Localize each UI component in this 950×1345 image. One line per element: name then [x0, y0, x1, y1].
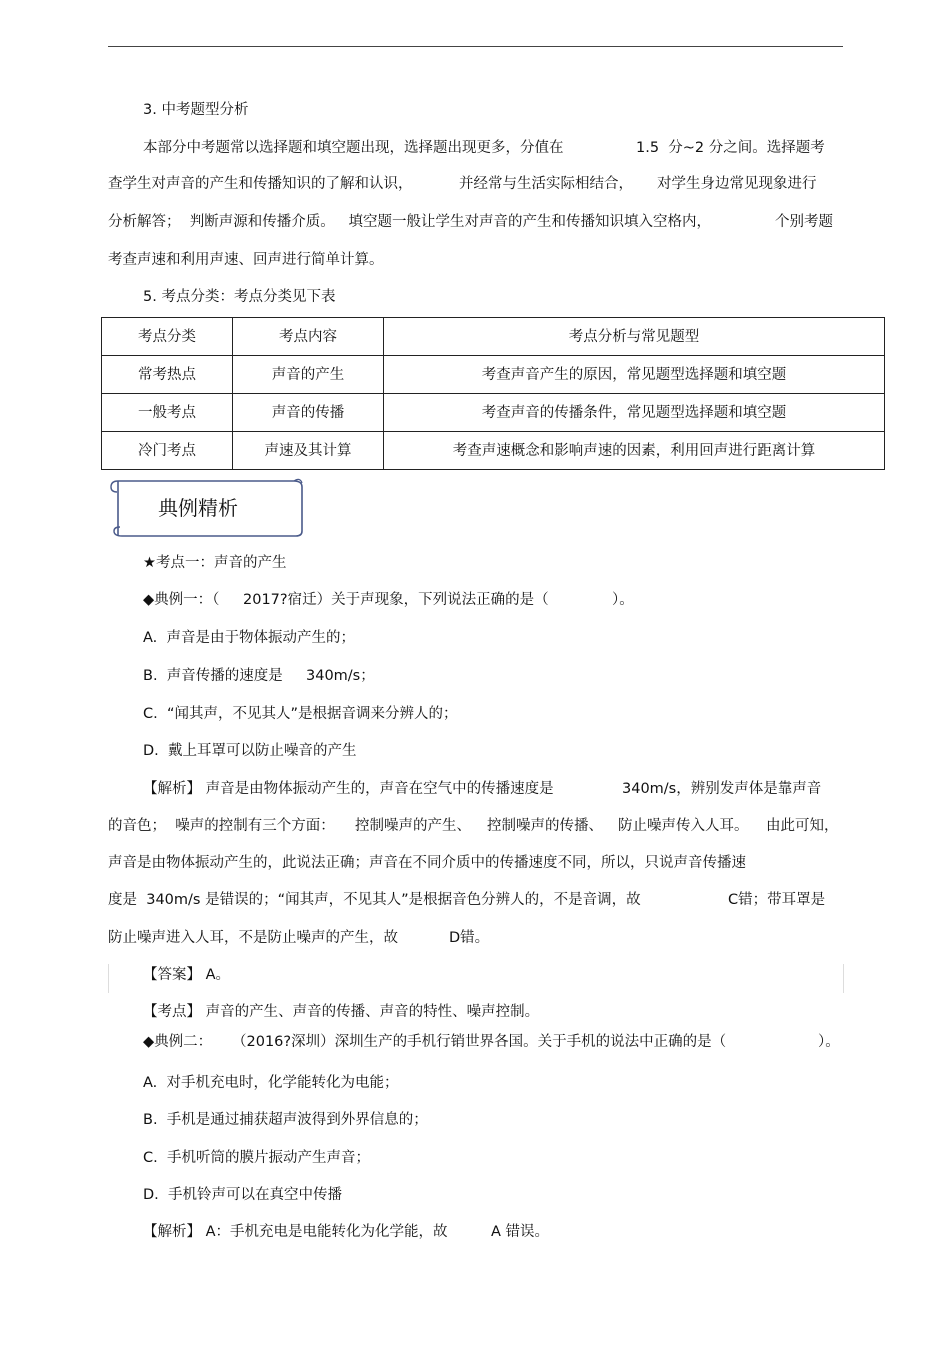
table-row	[102, 394, 885, 432]
example-2-option-d: D. 手机铃声可以在真空中传播	[143, 1187, 342, 1203]
table-header-row	[102, 318, 885, 356]
section-3-heading: 3. 中考题型分析	[143, 102, 249, 118]
section-3-para-line-1-value: 1.5 分~2 分之间。选择题考	[636, 140, 825, 156]
example-1-keypoint: 【考点】 声音的产生、声音的传播、声音的特性、噪声控制。	[143, 1004, 540, 1020]
table-row	[102, 356, 885, 394]
example-1-stem-end: ）。	[612, 592, 634, 608]
example-1-option-a: A. 声音是由于物体振动产生的；	[143, 630, 355, 646]
point-1-label: ★考点一：声音的产生	[143, 555, 287, 571]
example-2-stem: ◆典例二：	[143, 1034, 213, 1050]
table-cell: 声音的产生	[233, 356, 384, 394]
example-1-option-b-value: 340m/s；	[306, 668, 375, 684]
example-1-option-b: B. 声音传播的速度是	[143, 668, 283, 684]
section-3-para-line-3: 分析解答； 判断声源和传播介质。 填空题一般让学生对声音的产生和传播知识填入空格内，	[108, 214, 712, 230]
example-1-analysis-line-1b: 340m/s，辨别发声体是靠声音	[622, 781, 822, 797]
example-1-analysis-line-2c: 控制噪声的传播、	[487, 818, 603, 834]
example-2-option-a: A. 对手机充电时，化学能转化为电能；	[143, 1075, 399, 1091]
example-2-analysis-line-1: 【解析】 A：手机充电是电能转化为化学能，故	[143, 1224, 448, 1240]
table-cell: 考查声音产生的原因，常见题型选择题和填空题	[384, 356, 885, 394]
example-1-analysis-line-4: 度是 340m/s 是错误的；“闻其声，不见其人”是根据音色分辨人的，不是音调，故	[108, 892, 641, 908]
table-cell: 考查声速概念和影响声速的因素，利用回声进行距离计算	[384, 432, 885, 470]
example-1-analysis-line-1: 【解析】 声音是由物体振动产生的，声音在空气中的传播速度是	[143, 781, 554, 797]
example-2-option-c: C. 手机听筒的膜片振动产生声音；	[143, 1150, 370, 1166]
example-1-analysis-line-5: 防止噪声进入人耳，不是防止噪声的产生，故	[108, 930, 398, 946]
example-1-stem: ◆典例一：（	[143, 592, 220, 608]
table-header-cell: 考点内容	[233, 318, 384, 356]
section-3-para-line-3b: 个别考题	[775, 214, 833, 230]
example-2-option-b: B. 手机是通过捕获超声波得到外界信息的；	[143, 1112, 428, 1128]
table-cell: 考查声音的传播条件，常见题型选择题和填空题	[384, 394, 885, 432]
section-3-para-line-2b: 并经常与生活实际相结合，	[459, 176, 633, 192]
example-1-analysis-line-2e: 由此可知，	[766, 818, 839, 834]
example-2-stem-body: （2016?深圳）深圳生产的手机行销世界各国。关于手机的说法中正确的是（	[232, 1034, 727, 1050]
example-1-analysis-line-3: 声音是由物体振动产生的，此说法正确；声音在不同介质中的传播速度不同，所以，只说声音传播速	[108, 855, 746, 871]
example-1-option-d: D. 戴上耳罩可以防止噪音的产生	[143, 743, 357, 759]
table-cell: 声速及其计算	[233, 432, 384, 470]
section-3-para-line-4: 考查声速和利用声速、回声进行简单计算。	[108, 252, 384, 268]
example-2-stem-end: ）。	[818, 1034, 840, 1050]
table-row	[102, 432, 885, 470]
section-3-para-line-2c: 对学生身边常见现象进行	[657, 176, 817, 192]
example-1-analysis-line-5b: D错。	[449, 930, 490, 946]
example-1-stem-body: 2017?宿迁）关于声现象，下列说法正确的是（	[243, 592, 549, 608]
table-header-cell: 考点分析与常见题型	[384, 318, 885, 356]
table-header-cell: 考点分类	[102, 318, 233, 356]
header-rule	[108, 46, 843, 47]
table-cell: 常考热点	[102, 356, 233, 394]
example-1-analysis-line-2b: 控制噪声的产生、	[355, 818, 471, 834]
table-cell: 冷门考点	[102, 432, 233, 470]
table-cell: 声音的传播	[233, 394, 384, 432]
example-1-option-c: C. “闻其声，不见其人”是根据音调来分辨人的；	[143, 706, 458, 722]
example-1-answer: 【答案】 A。	[143, 967, 231, 983]
example-1-analysis-line-4b: C错；带耳罩是	[728, 892, 826, 908]
example-1-analysis-line-2: 的音色； 噪声的控制有三个方面：	[108, 818, 335, 834]
example-2-analysis-line-1b: A 错误。	[491, 1224, 550, 1240]
table-cell: 一般考点	[102, 394, 233, 432]
example-1-analysis-line-2d: 防止噪声传入人耳。	[618, 818, 749, 834]
section-3-para-line-2: 查学生对声音的产生和传播知识的了解和认识，	[108, 176, 413, 192]
section-3-para-line-1: 本部分中考题常以选择题和填空题出现，选择题出现更多，分值在	[143, 140, 564, 156]
banner-title: 典例精析	[158, 496, 238, 520]
exam-point-table	[101, 317, 885, 470]
section-5-heading: 5. 考点分类：考点分类见下表	[143, 289, 336, 305]
